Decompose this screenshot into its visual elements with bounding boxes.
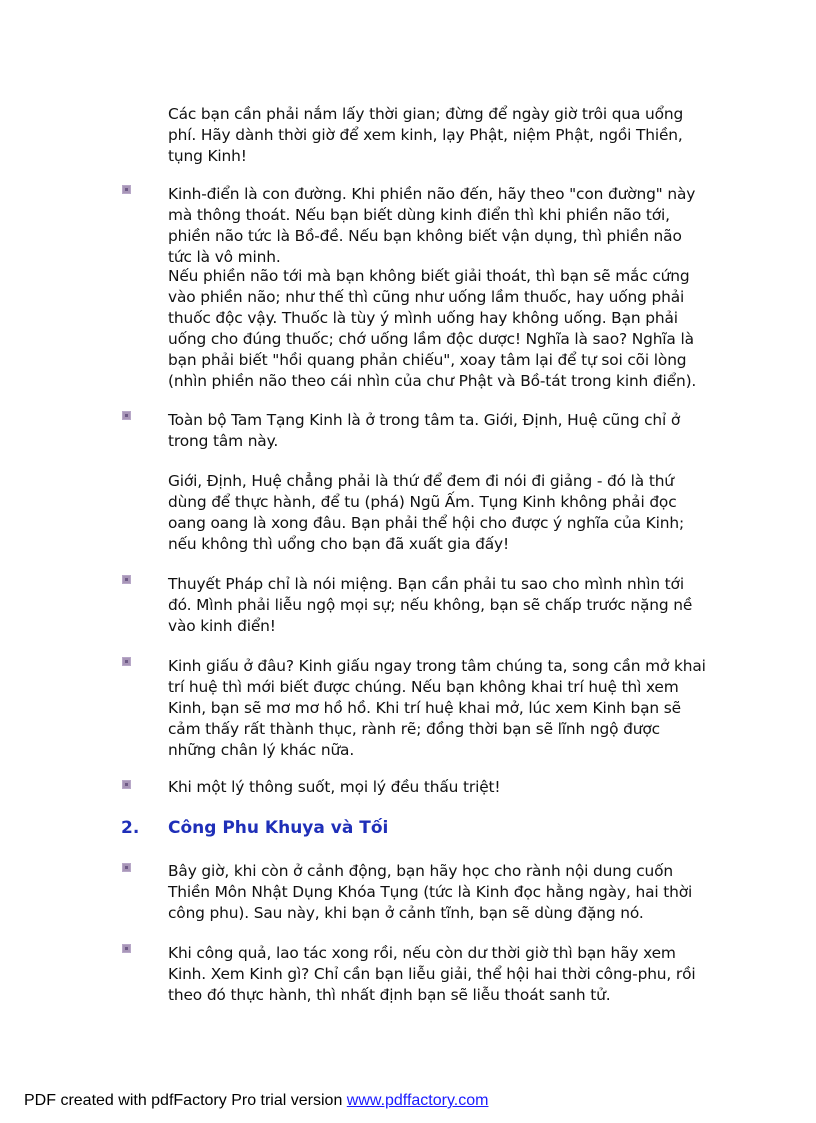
bullet-icon	[122, 657, 131, 666]
bullet-icon	[122, 780, 131, 789]
paragraph: Khi công quả, lao tác xong rồi, nếu còn dư thời giờ thì bạn hãy xem Kinh. Xem Kinh gì? Chỉ cần bạn liễu giải, thể hội hai thời công-phu, rồi theo đó thực hành, thì nhất định bạn sẽ liễu thoát sanh tử.	[168, 944, 696, 1004]
paragraph: Nếu phiền não tới mà bạn không biết giải thoát, thì bạn sẽ mắc cứng vào phiền não; như thế thì cũng như uống lầm thuốc, hay uống phải thuốc độc vậy. Thuốc là tùy ý mình uống hay không uống. Bạn phải uống cho đúng thuốc; chớ uống lầm độc dược! Nghĩa là sao? Nghĩa là bạn phải biết "hồi quang phản chiếu", xoay tâm lại để tự soi cõi lòng (nhìn phiền não theo cái nhìn của chư Phật và Bồ-tát trong kinh điển).	[168, 267, 697, 390]
bullet-icon	[122, 575, 131, 584]
paragraph: Toàn bộ Tam Tạng Kinh là ở trong tâm ta. Giới, Định, Huệ cũng chỉ ở trong tâm này.	[168, 411, 681, 450]
section-number: 2.	[121, 818, 140, 838]
section-title: Công Phu Khuya và Tối	[168, 818, 389, 838]
paragraph: Các bạn cần phải nắm lấy thời gian; đừng để ngày giờ trôi qua uổng phí. Hãy dành thời giờ để xem kinh, lạy Phật, niệm Phật, ngồi Thiền, tụng Kinh!	[168, 105, 684, 165]
paragraph: Khi một lý thông suốt, mọi lý đều thấu triệt!	[168, 778, 501, 796]
footer-text: PDF created with pdfFactory Pro trial version	[24, 1092, 347, 1109]
footer-link[interactable]: www.pdffactory.com	[346, 1092, 489, 1109]
bullet-icon	[122, 863, 131, 872]
paragraph: Bây giờ, khi còn ở cảnh động, bạn hãy học cho rành nội dung cuốn Thiền Môn Nhật Dụng Khóa Tụng (tức là Kinh đọc hằng ngày, hai thời công phu). Sau này, khi bạn ở cảnh tĩnh, bạn sẽ dùng đặng nó.	[168, 862, 693, 922]
bullet-icon	[122, 411, 131, 420]
bullet-icon	[122, 185, 131, 194]
bullet-icon	[122, 944, 131, 953]
paragraph: Thuyết Pháp chỉ là nói miệng. Bạn cần phải tu sao cho mình nhìn tới đó. Mình phải liễu ngộ mọi sự; nếu không, bạn sẽ chấp trước nặng nề vào kinh điển!	[168, 575, 693, 635]
paragraph: Kinh giấu ở đâu? Kinh giấu ngay trong tâm chúng ta, song cần mở khai trí huệ thì mới biết được chúng. Nếu bạn không khai trí huệ thì xem Kinh, bạn sẽ mơ mơ hồ hồ. Khi trí huệ khai mở, lúc xem Kinh bạn sẽ cảm thấy rất thành thục, rành rẽ; đồng thời bạn sẽ lĩnh ngộ được những chân lý khác nữa.	[168, 657, 706, 759]
paragraph: Giới, Định, Huệ chẳng phải là thứ để đem đi nói đi giảng - đó là thứ dùng để thực hành, để tu (phá) Ngũ Ấm. Tụng Kinh không phải đọc oang oang là xong đâu. Bạn phải thể hội cho được ý nghĩa của Kinh; nếu không thì uổng cho bạn đã xuất gia đấy!	[168, 472, 684, 553]
paragraph: Kinh-điển là con đường. Khi phiền não đến, hãy theo "con đường" này mà thông thoát. Nếu bạn biết dùng kinh điển thì khi phiền não tới, phiền não tức là Bồ-đề. Nếu bạn không biết vận dụng, thì phiền não tức là vô minh.	[168, 185, 696, 266]
pdf-footer	[24, 1092, 488, 1110]
